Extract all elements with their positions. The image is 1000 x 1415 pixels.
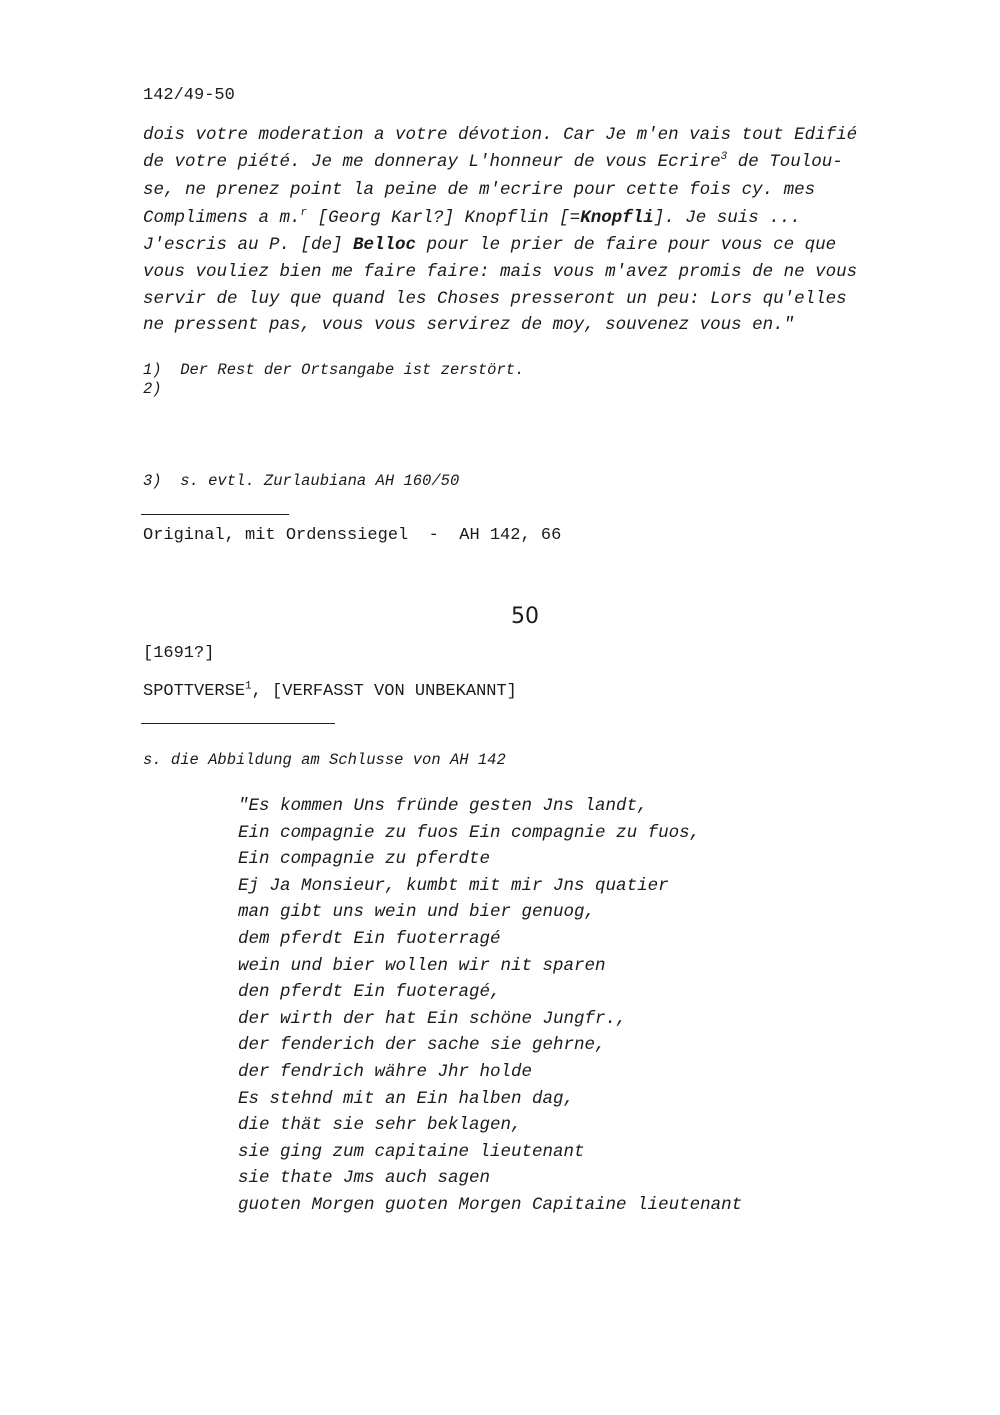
letter-line — [143, 152, 843, 172]
reference-note: s. die Abbildung am Schlusse von AH 142 — [143, 751, 506, 769]
verse-line: der wirth der hat Ein schöne Jungfr., — [238, 1008, 627, 1029]
footnote-1: 1) Der Rest der Ortsangabe ist zerstört. — [143, 361, 525, 379]
letter-line — [143, 235, 836, 255]
footnote-ref: 3 — [720, 151, 728, 164]
verse-line: wein und bier wollen wir nit sparen — [238, 955, 606, 976]
letter-line: se, ne prenez point la peine de m'ecrire pour cette fois cy. mes — [143, 180, 816, 200]
letter-line: servir de luy que quand les Choses presseront un peu: Lors qu'elles — [143, 289, 847, 309]
verse-line: Ej Ja Monsieur, kumbt mit mir Jns quatier — [238, 875, 669, 896]
bold-name: Belloc — [353, 235, 417, 255]
letter-line: dois votre moderation a votre dévotion. Car Je m'en vais tout Edifié — [143, 125, 858, 145]
verse-line: den pferdt Ein fuoteragé, — [238, 982, 501, 1003]
verse-line: "Es kommen Uns fründe gesten Jns landt, — [238, 796, 648, 816]
verse-line: sie thate Jms auch sagen — [238, 1168, 491, 1189]
bold-name: Knopfli — [580, 208, 654, 228]
letter-text-span: de votre piété. Je me donneray L'honneur de vous Ecrire — [143, 152, 721, 172]
verse-line: sie ging zum capitaine lieutenant — [238, 1141, 585, 1162]
letter-line — [143, 208, 801, 228]
verse-line: guoten Morgen guoten Morgen Capitaine lieutenant — [238, 1195, 743, 1215]
verse-line: die thät sie sehr beklagen, — [238, 1115, 522, 1136]
divider — [141, 514, 289, 515]
page-reference: 142/49-50 — [143, 86, 235, 105]
letter-text-span: [Georg Karl?] Knopflin [= — [307, 208, 581, 228]
verse-line: man gibt uns wein und bier genuog, — [238, 902, 596, 923]
date: [1691?] — [143, 644, 215, 663]
footnote-ref: 1 — [245, 680, 252, 693]
letter-text-span: pour le prier de faire pour vous ce que — [416, 235, 837, 255]
verse-line: Ein compagnie zu pferdte — [238, 849, 491, 870]
document-heading — [143, 682, 517, 701]
heading-text: SPOTTVERSE — [143, 682, 246, 701]
letter-text-span: ]. Je suis ... — [653, 208, 801, 228]
verse-line: dem pferdt Ein fuoterragé — [238, 929, 501, 949]
superscript: r — [300, 207, 308, 220]
verse-line: Es stehnd mit an Ein halben dag, — [238, 1088, 575, 1109]
letter-text-span: de Toulou- — [727, 152, 843, 172]
letter-line: ne pressent pas, vous vous servirez de moy, souvenez vous en." — [143, 315, 795, 335]
verse-line: Ein compagnie zu fuos Ein compagnie zu fuos, — [238, 822, 701, 843]
footnote-3: 3) s. evtl. Zurlaubiana AH 160/50 — [143, 472, 460, 490]
source-line: Original, mit Ordenssiegel - AH 142, 66 — [143, 526, 562, 545]
letter-text-span: J'escris au P. [de] — [143, 235, 354, 255]
document-number: 50 — [511, 604, 539, 629]
verse-line: der fenderich der sache sie gehrne, — [238, 1035, 606, 1056]
divider — [141, 723, 335, 724]
letter-text-span: Complimens a m. — [143, 208, 301, 228]
heading-text: , [VERFASST VON UNBEKANNT] — [251, 682, 517, 701]
footnote-2: 2) — [143, 380, 162, 398]
letter-line: vous vouliez bien me faire faire: mais vous m'avez promis de ne vous — [143, 262, 858, 282]
verse-line: der fendrich währe Jhr holde — [238, 1062, 533, 1082]
